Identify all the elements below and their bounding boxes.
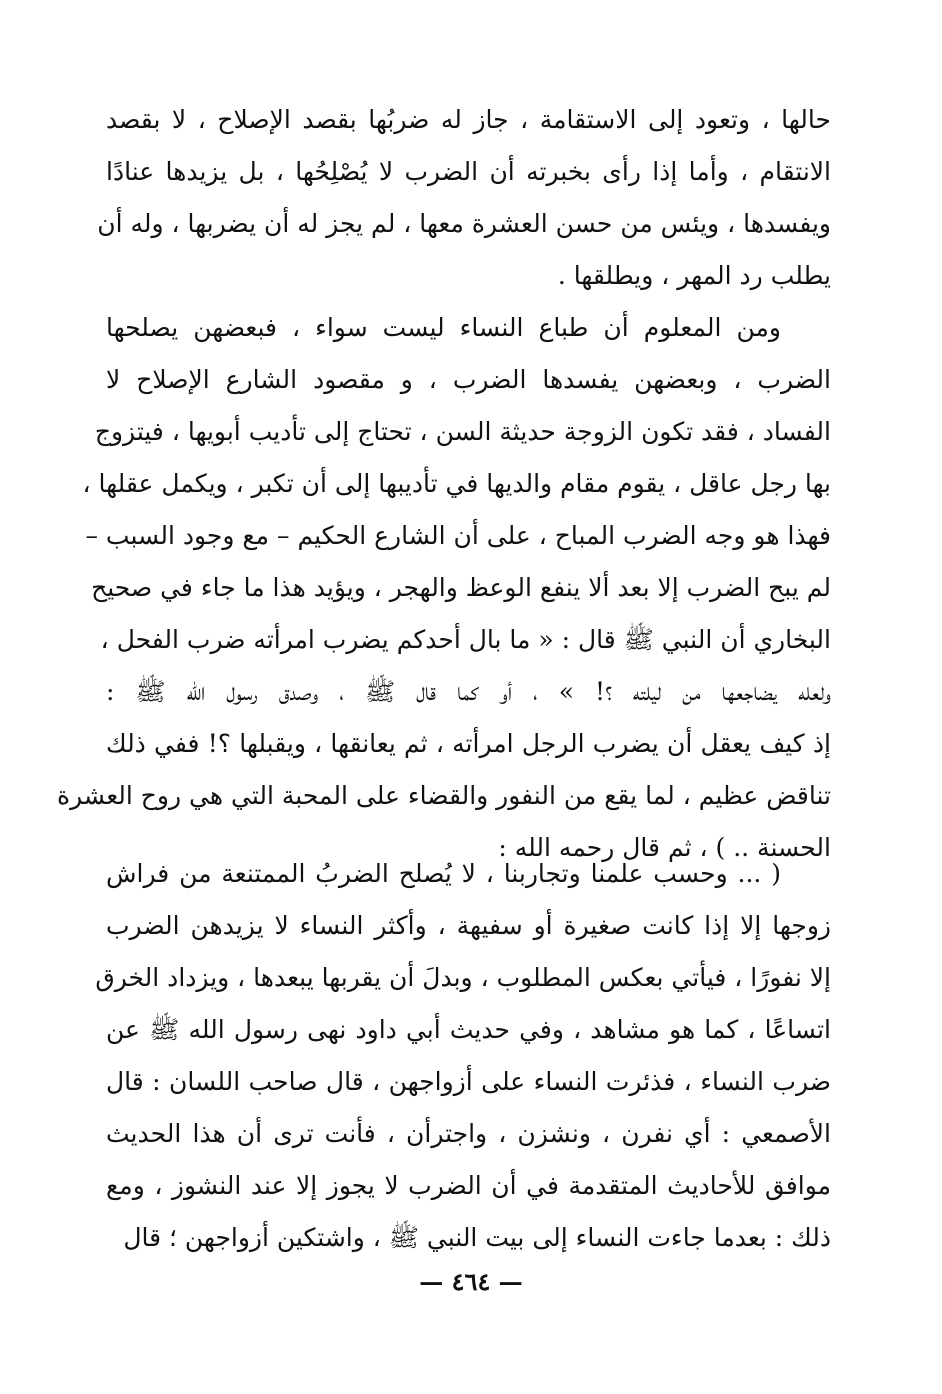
text-line: فهذا هو وجه الضرب المباح ، على أن الشارع الحكيم – مع وجود السبب – xyxy=(85,521,831,550)
text-line: الضرب ، وبعضهن يفسدها الضرب ، و مقصود الشارع الإصلاح لا xyxy=(106,365,831,394)
text-line: بها رجل عاقل ، يقوم مقام والديها في تأديبها إلى أن تكبر ، ويكمل عقلها ، xyxy=(82,469,831,498)
text-line: ضرب النساء ، فذئرت النساء على أزواجهن ، قال صاحب اللسان : قال xyxy=(106,1067,831,1096)
text-line: حالها ، وتعود إلى الاستقامة ، جاز له ضربُها بقصد الإصلاح ، لا بقصد xyxy=(106,105,831,134)
paragraph-2 xyxy=(57,302,831,874)
text-line: الفساد ، فقد تكون الزوجة حديثة السن ، تحتاج إلى تأديب أبويها ، فيتزوج xyxy=(94,417,831,446)
text-line: ( ... وحسب علمنا وتجاربنا ، لا يُصلح الضربُ الممتنعة من فراش xyxy=(106,859,781,888)
paragraph-1 xyxy=(97,94,831,302)
text-line: يطلب رد المهر ، ويطلقها . xyxy=(557,261,831,290)
text-line: إلا نفورًا ، فيأتي بعكس المطلوب ، وبدلَ أن يقربها يبعدها ، ويزداد الخرق xyxy=(95,963,831,992)
text-line: تناقض عظيم ، لما يقع من النفور والقضاء على المحبة التي هي روح العشرة xyxy=(57,781,831,810)
page-number: — ٤٦٤ — xyxy=(419,1267,523,1296)
text-line: ذلك : بعدما جاءت النساء إلى بيت النبي ﷺ ، واشتكين أزواجهن ؛ قال xyxy=(123,1223,831,1252)
text-line: الأصمعي : أي نفرن ، ونشزن ، واجترأن ، فأنت ترى أن هذا الحديث xyxy=(106,1119,831,1148)
text-line: زوجها إلا إذا كانت صغيرة أو سفيهة ، وأكثر النساء لا يزيدهن الضرب xyxy=(106,911,831,940)
text-line: الانتقام ، وأما إذا رأى بخبرته أن الضرب لا يُصْلِحُها ، بل يزيدها عنادًا xyxy=(106,157,831,186)
text-line: إذ كيف يعقل أن يضرب الرجل امرأته ، ثم يعانقها ، ويقبلها ؟! ففي ذلك xyxy=(106,729,831,758)
text-line: ويفسدها ، ويئس من حسن العشرة معها ، لم يجز له أن يضربها ، وله أن xyxy=(97,209,831,238)
text-line: الحسنة .. ) ، ثم قال رحمه الله : xyxy=(498,833,831,862)
text-line: ومن المعلوم أن طباع النساء ليست سواء ، فبعضهن يصلحها xyxy=(106,313,781,342)
text-line: ولعله يضاجعها من ليلته ؟! » ، أو كما قال ﷺ ، وصدق رسول الله ﷺ : xyxy=(106,677,831,706)
text-line: اتساعًا ، كما هو مشاهد ، وفي حديث أبي داود نهى رسول الله ﷺ عن xyxy=(106,1015,831,1044)
text-line: لم يبح الضرب إلا بعد ألا ينفع الوعظ والهجر ، ويؤيد هذا ما جاء في صحيح xyxy=(91,573,831,602)
text-line: موافق للأحاديث المتقدمة في أن الضرب لا يجوز إلا عند النشوز ، ومع xyxy=(106,1171,831,1200)
text-line: البخاري أن النبي ﷺ قال : « ما بال أحدكم يضرب امرأته ضرب الفحل ، xyxy=(100,625,831,654)
paragraph-3 xyxy=(95,848,831,1264)
